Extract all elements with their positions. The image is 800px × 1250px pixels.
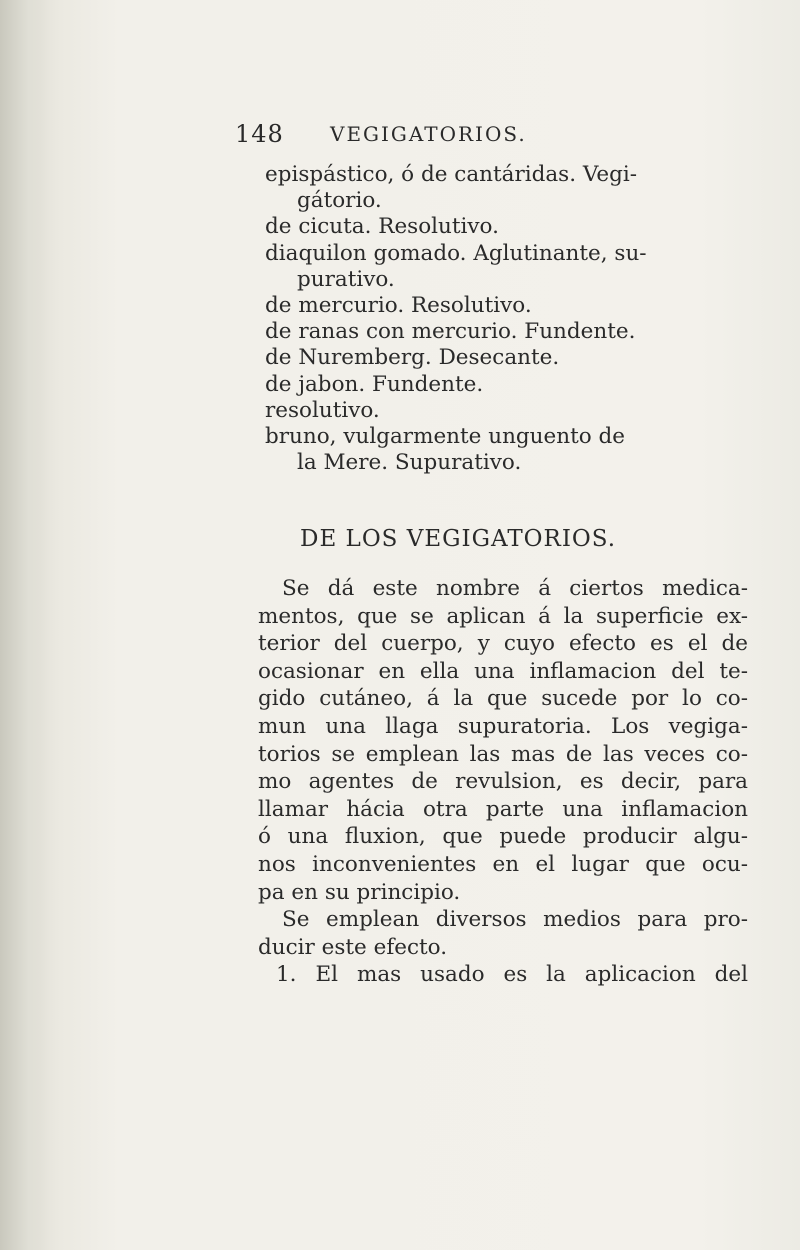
section-heading: DE LOS VEGIGATORIOS.	[300, 526, 617, 552]
page-number: 148	[235, 120, 284, 148]
page-header	[235, 120, 735, 160]
body-line: ocasionar en ella una inflamacion del te-	[258, 658, 748, 684]
body-line: torios se emplean las mas de las veces co-	[258, 741, 748, 767]
entry-line: de mercurio. Resolutivo.	[265, 293, 532, 319]
body-line: mentos, que se aplican á la superficie ex-	[258, 603, 748, 629]
body-line: pa en su principio.	[258, 879, 461, 905]
body-line: ó una fluxion, que puede producir algu-	[258, 824, 748, 850]
entry-list	[265, 162, 745, 476]
entry-line: de jabon. Fundente.	[265, 371, 484, 397]
entry-line: la Mere. Supurativo.	[297, 450, 522, 476]
body-line: llamar hácia otra parte una inflamacion	[258, 796, 748, 822]
entry-line: resolutivo.	[265, 397, 380, 423]
entry-line: de ranas con mercurio. Fundente.	[265, 319, 636, 345]
entry-line: de cicuta. Resolutivo.	[265, 214, 499, 240]
entry-line: bruno, vulgarmente unguento de	[265, 424, 626, 450]
body-line: ducir este efecto.	[258, 934, 448, 960]
body-line: mo agentes de revulsion, es decir, para	[258, 769, 748, 795]
body-paragraphs	[258, 575, 748, 989]
body-line: Se emplean diversos medios para pro-	[282, 907, 748, 933]
body-line: terior del cuerpo, y cuyo efecto es el de	[258, 631, 748, 657]
page-gutter	[0, 0, 48, 1250]
body-line: 1. El mas usado es la aplicacion del	[276, 962, 748, 988]
running-head: VEGIGATORIOS.	[330, 122, 527, 146]
entry-line: de Nuremberg. Desecante.	[265, 345, 560, 371]
body-line: gido cutáneo, á la que sucede por lo co-	[258, 686, 748, 712]
body-line: nos inconvenientes en el lugar que ocu-	[258, 851, 748, 877]
entry-line: purativo.	[297, 266, 395, 292]
body-line: mun una llaga supuratoria. Los vegiga-	[258, 713, 748, 739]
entry-line: gátorio.	[297, 188, 382, 214]
entry-line: epispástico, ó de cantáridas. Vegi-	[265, 162, 638, 187]
body-line: Se dá este nombre á ciertos medica-	[282, 576, 748, 601]
entry-line: diaquilon gomado. Aglutinante, su-	[265, 240, 647, 266]
